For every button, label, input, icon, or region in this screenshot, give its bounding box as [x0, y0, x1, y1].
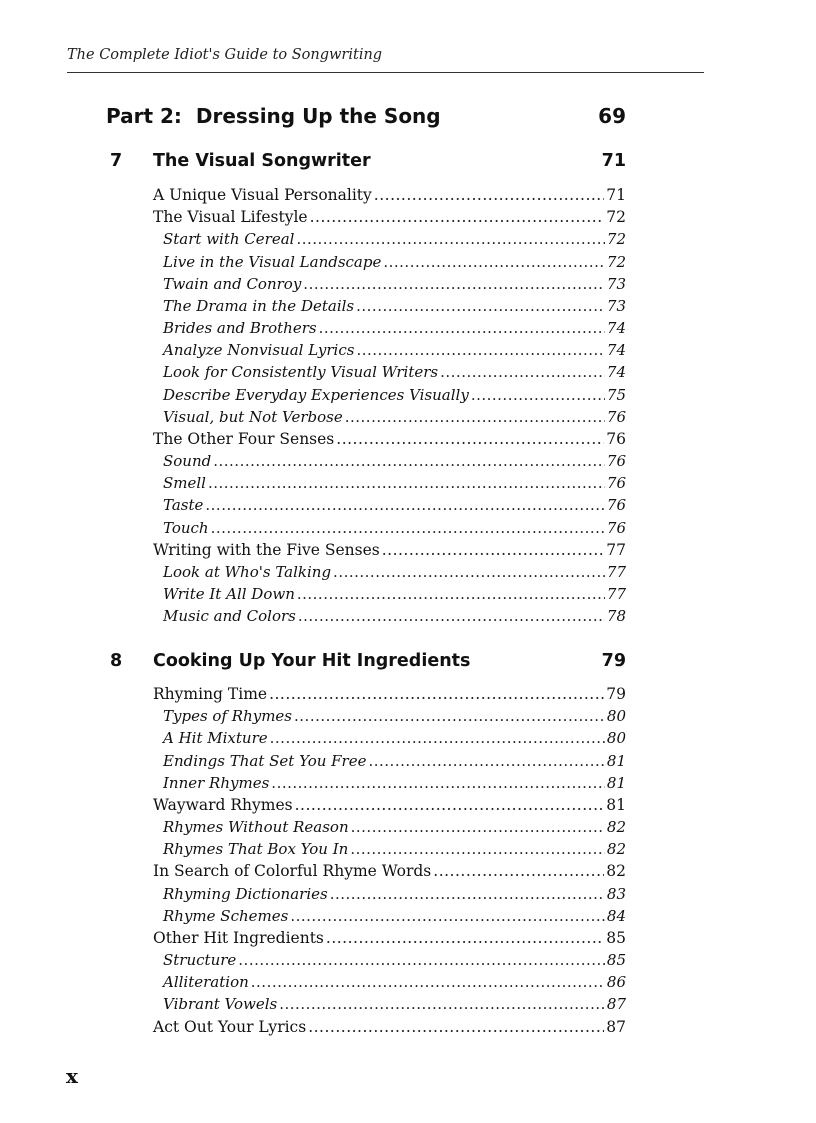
- toc-entry-page: 73: [606, 296, 626, 315]
- toc-entry-title: Vibrant Vowels: [163, 995, 278, 1014]
- dot-leader: [440, 363, 605, 382]
- toc-entry-title: Rhymes That Box You In: [163, 840, 349, 859]
- toc-entry: [153, 515, 626, 537]
- toc-entry-title: Rhymes Without Reason: [163, 818, 349, 837]
- toc-entry-page: 82: [606, 862, 626, 881]
- toc-entry-page: 82: [606, 818, 626, 837]
- toc-entry-page: 77: [606, 584, 626, 603]
- toc-entry-page: 82: [606, 840, 626, 859]
- toc-entry-title: Rhyming Dictionaries: [163, 884, 328, 903]
- dot-leader: [251, 973, 605, 992]
- dot-leader: [433, 862, 604, 881]
- dot-leader: [271, 774, 605, 793]
- toc-entry-title: Sound: [163, 452, 212, 471]
- toc-entry-title: Start with Cereal: [163, 230, 295, 249]
- toc-entry-title: Smell: [163, 474, 206, 493]
- toc-entry-page: 80: [606, 729, 626, 748]
- toc-entry-page: 73: [606, 274, 626, 293]
- part-label: Part 2:: [106, 104, 182, 128]
- toc-entry-page: 78: [606, 607, 626, 626]
- toc-entry-page: 74: [606, 319, 626, 338]
- toc-entry-title: The Other Four Senses: [153, 429, 335, 448]
- toc-entry-title: Music and Colors: [163, 607, 296, 626]
- toc-entry-page: 76: [606, 452, 626, 471]
- toc-entry: [153, 427, 626, 449]
- toc-entry: [153, 316, 626, 338]
- toc-entry-page: 87: [606, 995, 626, 1014]
- toc-entry: [153, 183, 626, 205]
- toc-entry: [153, 227, 626, 249]
- toc-entry-title: Describe Everyday Experiences Visually: [163, 385, 469, 404]
- toc-entry-title: Look for Consistently Visual Writers: [163, 363, 439, 382]
- toc-entry: [153, 338, 626, 360]
- toc-entry: [153, 992, 626, 1014]
- toc-entry: [153, 771, 626, 793]
- toc-entry-title: The Visual Lifestyle: [153, 208, 308, 227]
- toc-entry-page: 76: [606, 518, 626, 537]
- toc-entry: [153, 405, 626, 427]
- toc-entry-page: 77: [606, 540, 626, 559]
- toc-entry-page: 83: [606, 884, 626, 903]
- dot-leader: [345, 408, 605, 427]
- dot-leader: [336, 430, 604, 449]
- chapter-number: 8: [110, 651, 123, 671]
- toc-entry-title: A Unique Visual Personality: [153, 186, 372, 205]
- toc-entry-page: 80: [606, 707, 626, 726]
- toc-entry-title: Live in the Visual Landscape: [163, 252, 382, 271]
- chapter-7-entries: [153, 183, 626, 626]
- dot-leader: [333, 563, 605, 582]
- chapter-heading: [110, 648, 626, 674]
- toc-entry-page: 81: [606, 751, 626, 770]
- toc-entry-title: Inner Rhymes: [163, 773, 270, 792]
- dot-leader: [326, 929, 604, 948]
- dot-leader: [351, 818, 605, 837]
- toc-entry: [153, 1014, 626, 1036]
- toc-entry: [153, 948, 626, 970]
- header-rule: [67, 72, 704, 73]
- toc-entry-page: 84: [606, 906, 626, 925]
- toc-entry-title: Visual, but Not Verbose: [163, 407, 343, 426]
- toc-entry: [153, 538, 626, 560]
- toc-entry: [153, 249, 626, 271]
- dot-leader: [295, 796, 605, 815]
- toc-entry: [153, 682, 626, 704]
- toc-entry-title: Structure: [163, 951, 237, 970]
- toc-entry: [153, 837, 626, 859]
- toc-entry-title: In Search of Colorful Rhyme Words: [153, 862, 432, 881]
- toc-entry-title: Types of Rhymes: [163, 707, 293, 726]
- toc-entry: [153, 205, 626, 227]
- toc-entry: [153, 294, 626, 316]
- dot-leader: [471, 386, 605, 405]
- toc-entry-title: Writing with the Five Senses: [153, 540, 380, 559]
- toc-entry-page: 86: [606, 973, 626, 992]
- toc-entry: [153, 382, 626, 404]
- dot-leader: [208, 474, 605, 493]
- toc-entry: [153, 360, 626, 382]
- toc-entry-page: 87: [606, 1017, 626, 1036]
- toc-entry-title: Taste: [163, 496, 204, 515]
- dot-leader: [308, 1018, 604, 1037]
- dot-leader: [356, 341, 604, 360]
- toc-entry-title: Rhyming Time: [153, 685, 268, 704]
- toc-entry-page: 81: [606, 773, 626, 792]
- toc-entry-page: 76: [606, 496, 626, 515]
- toc-entry-page: 72: [606, 230, 626, 249]
- dot-leader: [269, 685, 604, 704]
- toc-entry: [153, 272, 626, 294]
- toc-entry: [153, 926, 626, 948]
- toc-entry-title: Write It All Down: [163, 584, 295, 603]
- dot-leader: [310, 208, 605, 227]
- dot-leader: [356, 297, 605, 316]
- toc-entry: [153, 815, 626, 837]
- dot-leader: [374, 186, 604, 205]
- toc-entry-page: 72: [606, 252, 626, 271]
- dot-leader: [350, 840, 605, 859]
- dot-leader: [330, 885, 605, 904]
- dot-leader: [294, 707, 605, 726]
- toc-entry: [153, 904, 626, 926]
- toc-entry: [153, 560, 626, 582]
- toc-entry-title: Alliteration: [163, 973, 249, 992]
- toc-entry-page: 85: [606, 928, 626, 947]
- dot-leader: [383, 253, 605, 272]
- part-heading-text: [106, 104, 441, 128]
- toc-entry: [153, 582, 626, 604]
- toc-entry-title: Wayward Rhymes: [153, 795, 293, 814]
- toc-entry: [153, 704, 626, 726]
- toc-entry-page: 76: [606, 429, 626, 448]
- dot-leader: [319, 319, 605, 338]
- toc-entry: [153, 970, 626, 992]
- toc-entry: [153, 604, 626, 626]
- chapter-page: 71: [601, 151, 626, 171]
- dot-leader: [296, 230, 604, 249]
- chapter-page: 79: [601, 651, 626, 671]
- running-head: The Complete Idiot's Guide to Songwriting: [67, 47, 383, 63]
- dot-leader: [213, 452, 605, 471]
- dot-leader: [211, 519, 605, 538]
- toc-entry: [153, 859, 626, 881]
- chapter-heading: [110, 148, 626, 174]
- dot-leader: [205, 496, 605, 515]
- toc-entry-page: 74: [606, 363, 626, 382]
- part-title: Dressing Up the Song: [195, 104, 441, 128]
- toc-entry: [153, 726, 626, 748]
- toc-entry: [153, 493, 626, 515]
- toc-entry-title: Touch: [163, 518, 209, 537]
- toc-entry: [153, 471, 626, 493]
- toc-entry-title: Analyze Nonvisual Lyrics: [163, 341, 355, 360]
- toc-entry-page: 76: [606, 407, 626, 426]
- dot-leader: [303, 275, 605, 294]
- dot-leader: [238, 951, 605, 970]
- part-page: 69: [598, 104, 626, 128]
- toc-entry-title: Other Hit Ingredients: [153, 928, 324, 947]
- toc-entry-page: 74: [606, 341, 626, 360]
- chapter-title: Cooking Up Your Hit Ingredients: [153, 651, 471, 671]
- toc-entry: [153, 881, 626, 903]
- toc-entry-page: 85: [606, 951, 626, 970]
- dot-leader: [382, 541, 605, 560]
- toc-entry-page: 76: [606, 474, 626, 493]
- toc-entry-title: Look at Who's Talking: [163, 562, 332, 581]
- toc-entry-page: 71: [606, 186, 626, 205]
- toc-entry-title: A Hit Mixture: [163, 729, 268, 748]
- chapter-number: 7: [110, 151, 123, 171]
- dot-leader: [279, 995, 605, 1014]
- toc-entry: [153, 748, 626, 770]
- toc-entry-title: Twain and Conroy: [163, 274, 302, 293]
- part-heading: [106, 101, 626, 131]
- toc-entry-page: 81: [606, 795, 626, 814]
- page-folio: x: [66, 1064, 78, 1088]
- toc-entry-page: 77: [606, 562, 626, 581]
- dot-leader: [368, 752, 604, 771]
- toc-entry-title: Rhyme Schemes: [163, 906, 289, 925]
- toc-entry: [153, 793, 626, 815]
- toc-entry: [153, 449, 626, 471]
- dot-leader: [290, 907, 605, 926]
- toc-entry-title: The Drama in the Details: [163, 296, 355, 315]
- toc-entry-page: 79: [606, 685, 626, 704]
- toc-entry-title: Act Out Your Lyrics: [153, 1017, 307, 1036]
- toc-entry-title: Endings That Set You Free: [163, 751, 367, 770]
- toc-entry-page: 75: [606, 385, 626, 404]
- dot-leader: [270, 729, 605, 748]
- toc-entry-title: Brides and Brothers: [163, 319, 317, 338]
- chapter-title: The Visual Songwriter: [153, 151, 371, 171]
- chapter-8-entries: [153, 682, 626, 1037]
- dot-leader: [298, 607, 605, 626]
- dot-leader: [297, 585, 605, 604]
- toc-entry-page: 72: [606, 208, 626, 227]
